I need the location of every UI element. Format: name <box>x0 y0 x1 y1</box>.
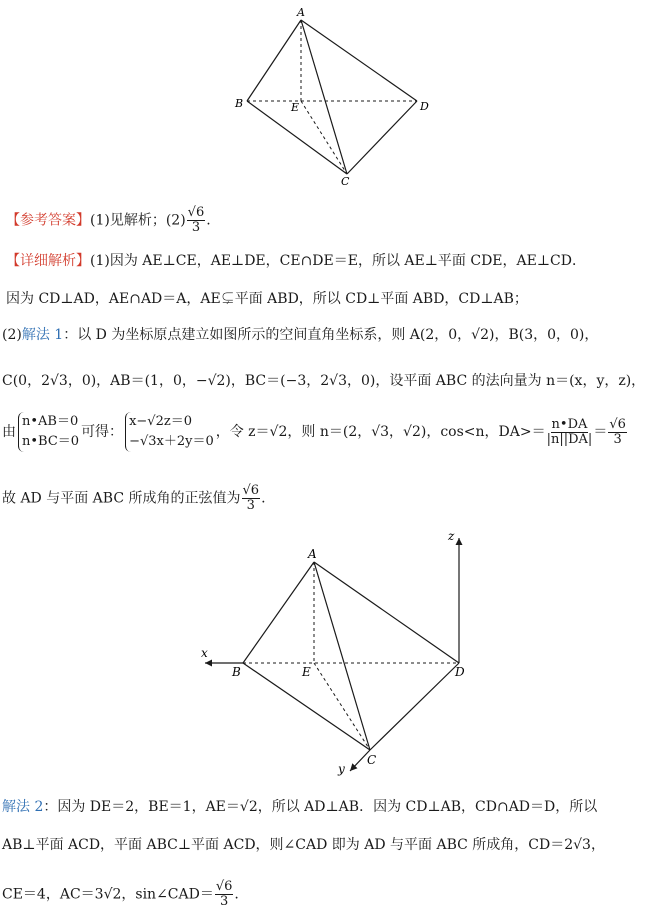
solution-line-1 <box>6 252 586 270</box>
label2-z: z <box>448 529 455 543</box>
solution-p6: 故 AD 与平面 ABC 所成角的正弦值为 <box>2 490 241 507</box>
system-1 <box>18 412 79 452</box>
label-B: B <box>235 97 244 110</box>
figure-tetrahedron-2 <box>195 526 475 778</box>
solution-line-7 <box>2 798 597 816</box>
edge2-AB <box>243 562 314 663</box>
cos-value-fraction: $\frac{√6}{3}$ <box>609 416 626 447</box>
label-D: D <box>420 100 429 113</box>
method1-prefix: (2) <box>2 327 22 343</box>
label-A: A <box>297 6 305 19</box>
label2-B: B <box>232 665 241 679</box>
edge2-EC-hidden <box>314 663 370 750</box>
solution-line-4: C(0，2√3，0)，AB＝(1，0，−√2)，BC＝(−3，2√3，0)，设平面 ABC 的法向量为 n＝(x，y，z)， <box>2 373 646 389</box>
equals-sign: ＝ <box>593 424 608 440</box>
answer-tail: . <box>206 212 211 229</box>
label-C: C <box>341 175 350 188</box>
method1-tag: 解法 1 <box>21 327 64 343</box>
text-you: 由 <box>2 424 16 440</box>
answer-text: (1)见解析；(2) <box>90 212 186 229</box>
solution-line-3 <box>2 326 598 344</box>
label2-C: C <box>367 753 377 767</box>
solution-line-6 <box>2 484 266 513</box>
text-kede: 可得： <box>81 424 124 440</box>
solution-line-5 <box>2 412 628 452</box>
answer-tag: 【参考答案】 <box>6 212 90 229</box>
system-2 <box>125 412 214 452</box>
sin-cad-fraction: $\frac{√6}{3}$ <box>215 879 233 909</box>
solution-tag: 【详细解析】 <box>6 253 90 269</box>
label2-A: A <box>308 547 317 561</box>
edge-DC <box>347 101 417 174</box>
system-1-eq1: n•AB＝0 <box>22 414 79 429</box>
solution-p1: (1)因为 AE⊥CE，AE⊥DE，CE∩DE＝E，所以 AE⊥平面 CDE，AE⊥CD． <box>90 253 586 269</box>
sine-value-fraction: $\frac{√6}{3}$ <box>242 483 260 513</box>
cos-fraction: $\frac{n•DA}{|n||DA|}$ <box>546 416 593 447</box>
solution-p9: CE＝4，AC＝3√2，sin∠CAD＝ <box>2 886 214 903</box>
edge-EC-hidden <box>301 101 347 174</box>
solution-p5-rest: ，令 z＝√2，则 n＝(2，√3，√2)，cos<n，DA>＝ <box>215 424 546 440</box>
label-E: E <box>291 101 300 114</box>
method2-tag: 解法 2 <box>2 799 44 815</box>
answer-fraction: $\frac{√6}{3}$ <box>187 205 205 235</box>
solution-line-9 <box>2 880 239 909</box>
edge-AD <box>301 20 417 101</box>
p6-tail: . <box>261 490 266 507</box>
figure-tetrahedron-1 <box>230 4 440 189</box>
label2-x: x <box>201 646 208 660</box>
p9-tail: . <box>234 886 239 903</box>
edge2-AD <box>314 562 459 663</box>
label2-y: y <box>338 762 345 776</box>
label2-E: E <box>302 665 311 679</box>
system-2-eq1: x−√2z＝0 <box>129 414 192 429</box>
solution-p7: ：因为 DE＝2，BE＝1，AE＝√2，所以 AD⊥AB．因为 CD⊥AB，CD∩AD＝D，所以 <box>43 799 598 815</box>
label2-D: D <box>455 665 465 679</box>
edge-AC <box>301 20 347 174</box>
answer-line <box>6 206 211 235</box>
edge-AB <box>247 20 301 101</box>
edge2-DC <box>370 663 459 750</box>
system-1-eq2: n•BC＝0 <box>22 434 80 449</box>
edge2-AC <box>314 562 370 750</box>
solution-line-2: 因为 CD⊥AD，AE∩AD＝A，AE⊊平面 ABD，所以 CD⊥平面 ABD，CD⊥AB； <box>6 291 528 307</box>
system-2-eq2: −√3x＋2y＝0 <box>129 434 214 449</box>
solution-line-8: AB⊥平面 ACD，平面 ABC⊥平面 ACD，则∠CAD 即为 AD 与平面 ABC 所成角，CD＝2√3， <box>2 837 605 853</box>
solution-p3: ：以 D 为坐标原点建立如图所示的空间直角坐标系，则 A(2，0，√2)，B(3，0，0)， <box>63 327 599 343</box>
